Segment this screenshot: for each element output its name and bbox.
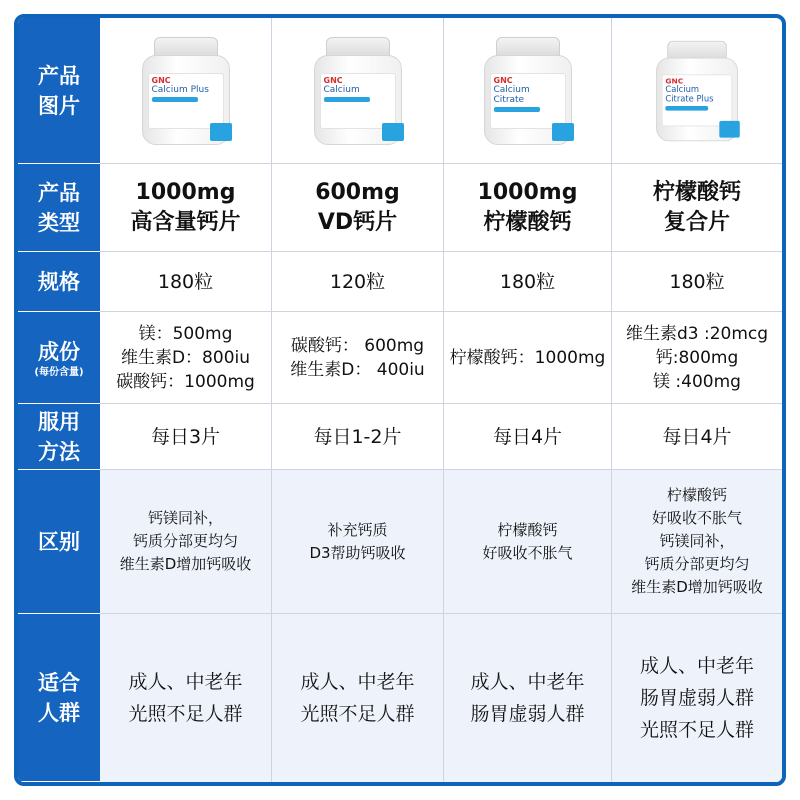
- product-difference-line: 维生素D增加钙吸收: [631, 578, 763, 596]
- row-header-spec: [18, 252, 100, 312]
- bottle-product-name: Calcium Citrate Plus: [665, 84, 714, 104]
- product-ingredient-line: 柠檬酸钙：1000mg: [449, 347, 606, 368]
- row-header-image: [18, 18, 100, 164]
- bottle-cap: [496, 37, 560, 57]
- product-spec: 180粒: [499, 270, 556, 293]
- product-ingredient-line: 碳酸钙： 600mg: [290, 335, 425, 356]
- product-audience-line: 成人、中老年: [300, 671, 415, 693]
- product-difference-line: 钙镁同补，: [659, 532, 735, 550]
- bottle-brand: GNC: [323, 75, 343, 85]
- bottle-label: [662, 74, 733, 126]
- product-ingredient-line: 碳酸钙：1000mg: [116, 371, 255, 392]
- product-ingredient-line: 钙:800mg: [655, 347, 739, 368]
- row-header-label: 产品 图片: [38, 63, 80, 118]
- row-header-label: 产品 类型: [38, 180, 80, 235]
- bottle-dose-box: [382, 123, 404, 141]
- product-difference-line: 钙镁同补，: [147, 509, 223, 527]
- bottle-product-name: Calcium Plus: [151, 84, 209, 95]
- row-header-label: 区别: [38, 529, 80, 554]
- product-usage: 每日1-2片: [313, 425, 402, 448]
- product-audience-cell: [612, 614, 782, 782]
- product-ingredient-line: 维生素D：800iu: [120, 347, 251, 368]
- row-header-label: 服用 方法: [38, 409, 80, 464]
- bottle-label: [148, 73, 224, 129]
- product-spec-cell: [444, 252, 612, 312]
- bottle-brand: GNC: [665, 76, 684, 85]
- product-spec-cell: [612, 252, 782, 312]
- product-difference-cell: [444, 470, 612, 614]
- product-ingredient-line: 镁 :400mg: [653, 371, 741, 392]
- bottle-cap: [154, 37, 218, 57]
- bottle-brand: GNC: [493, 75, 513, 85]
- product-usage-cell: [272, 404, 444, 470]
- product-type-cell: [612, 164, 782, 252]
- product-ingredient-line: 镁：500mg: [138, 323, 233, 344]
- product-audience-line: 肠胃虚弱人群: [470, 703, 585, 725]
- bottle-dose-box: [552, 123, 574, 141]
- comparison-table-frame: [14, 14, 786, 786]
- product-image-cell: [612, 18, 782, 164]
- product-spec: 180粒: [157, 270, 214, 293]
- product-spec: 120粒: [329, 270, 386, 293]
- product-image-cell: [100, 18, 272, 164]
- row-header-difference: [18, 470, 100, 614]
- product-audience-line: 成人、中老年: [470, 671, 585, 693]
- product-usage: 每日3片: [150, 425, 221, 448]
- product-audience-line: 成人、中老年: [639, 655, 754, 677]
- product-spec-cell: [100, 252, 272, 312]
- product-bottle-image: [136, 37, 236, 147]
- product-type-line: 1000mg: [135, 179, 236, 205]
- row-header-type: [18, 164, 100, 252]
- product-bottle-image: [478, 37, 578, 147]
- product-spec-cell: [272, 252, 444, 312]
- product-usage-cell: [444, 404, 612, 470]
- product-type-line: VD钙片: [317, 209, 398, 235]
- product-difference-line: D3帮助钙吸收: [309, 543, 406, 562]
- product-audience-cell: [100, 614, 272, 782]
- product-audience-line: 光照不足人群: [639, 719, 754, 741]
- product-ingredients-cell: [444, 312, 612, 404]
- product-usage: 每日4片: [492, 425, 563, 448]
- product-difference-line: 补充钙质: [327, 520, 388, 539]
- product-ingredients-cell: [612, 312, 782, 404]
- bottle-label: [320, 73, 396, 129]
- product-type-cell: [444, 164, 612, 252]
- product-difference-cell: [612, 470, 782, 614]
- bottle-stripe: [324, 97, 370, 102]
- row-header-label: 适合 人群: [38, 670, 80, 725]
- row-header-audience: [18, 614, 100, 782]
- bottle-stripe: [494, 107, 540, 112]
- bottle-product-name: Calcium: [323, 84, 360, 95]
- product-audience-line: 光照不足人群: [128, 703, 243, 725]
- product-difference-line: 柠檬酸钙: [497, 520, 558, 539]
- bottle-dose-box: [719, 120, 739, 137]
- row-header-ingredients: [18, 312, 100, 404]
- bottle-dose-box: [210, 123, 232, 141]
- product-ingredients-cell: [100, 312, 272, 404]
- product-bottle-image: [308, 37, 408, 147]
- product-type-cell: [272, 164, 444, 252]
- row-header-label: 成份: [38, 339, 80, 364]
- row-header-usage: [18, 404, 100, 470]
- product-type-line: 柠檬酸钙: [652, 179, 741, 205]
- product-audience-cell: [444, 614, 612, 782]
- product-image-cell: [272, 18, 444, 164]
- product-difference-line: 钙质分部更均匀: [644, 555, 750, 573]
- product-type-line: 600mg: [315, 179, 400, 205]
- row-header-label: 规格: [38, 269, 80, 294]
- comparison-table: [18, 18, 782, 782]
- bottle-label: [490, 73, 566, 129]
- product-ingredients-cell: [272, 312, 444, 404]
- product-type-line: 高含量钙片: [130, 209, 241, 235]
- bottle-stripe: [152, 97, 198, 102]
- bottle-stripe: [665, 105, 708, 110]
- product-audience-line: 光照不足人群: [300, 703, 415, 725]
- bottle-cap: [667, 40, 727, 59]
- product-difference-line: 好吸收不胀气: [651, 509, 742, 527]
- product-ingredient-line: 维生素D： 400iu: [290, 359, 425, 380]
- product-spec: 180粒: [669, 270, 725, 293]
- bottle-cap: [326, 37, 390, 57]
- product-type-line: 1000mg: [477, 179, 578, 205]
- product-audience-line: 成人、中老年: [128, 671, 243, 693]
- product-ingredient-line: 维生素d3 :20mcg: [625, 323, 769, 344]
- product-difference-cell: [100, 470, 272, 614]
- product-type-line: 复合片: [663, 209, 730, 235]
- product-usage-cell: [612, 404, 782, 470]
- product-audience-line: 肠胃虚弱人群: [639, 687, 754, 709]
- bottle-product-name: Calcium Citrate: [493, 84, 530, 105]
- product-image-cell: [444, 18, 612, 164]
- product-bottle-image: [651, 40, 744, 142]
- product-difference-line: 好吸收不胀气: [482, 543, 573, 562]
- product-usage: 每日4片: [662, 425, 732, 448]
- bottle-brand: GNC: [151, 75, 171, 85]
- product-difference-line: 维生素D增加钙吸收: [119, 555, 252, 573]
- product-usage-cell: [100, 404, 272, 470]
- product-difference-line: 钙质分部更均匀: [132, 532, 238, 550]
- product-difference-line: 柠檬酸钙: [666, 486, 727, 504]
- product-audience-cell: [272, 614, 444, 782]
- row-header-sublabel: (每份含量): [34, 366, 84, 378]
- product-difference-cell: [272, 470, 444, 614]
- product-type-cell: [100, 164, 272, 252]
- product-type-line: 柠檬酸钙: [483, 209, 572, 235]
